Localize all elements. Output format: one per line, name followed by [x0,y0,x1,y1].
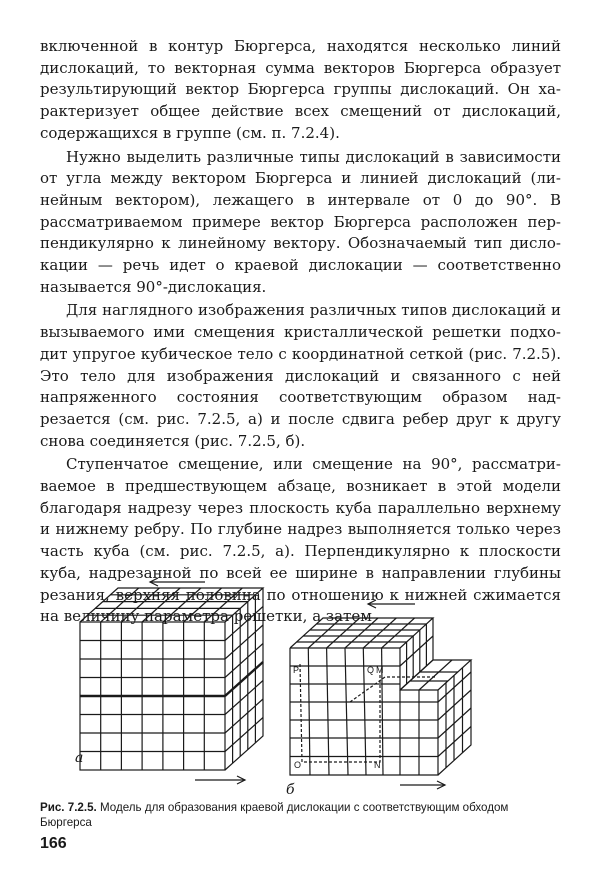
page-number: 166 [40,835,67,852]
figure-label-a: а [75,750,84,766]
caption-prefix: Рис. 7.2.5. [40,801,97,814]
figure-caption [40,801,561,830]
cube-b [286,600,471,798]
point-label-q: Q [367,665,375,675]
paragraph-1: включенной в контур Бюргерса, находятся несколько линий дислокаций, то векторная сумма векторов Бюргерса образует результирующий вектор Бюргерса группы дислокаций. Он характеризует общее действие всех смещений от дислокаций, содержащихся в группе (см. п. 7.2.4). [40,37,561,142]
point-label-m: M [376,665,384,675]
paragraph-2: Нужно выделить различные типы дислокаций в зависимости от угла между вектором Бюргерса и линией дислокаций (линейным вектором), лежащего в интервале от 0 до 90°. В рассматриваемом примере вектор Бюргерса расположен перпендикулярно к линейному вектору. Обозначаемый тип дислокации — речь идет о краевой дислокации — соответственно называется 90°-дислокация. [40,147,561,296]
caption-text: Модель для образования краевой дислокации с соответствующим обходом Бюргерса [40,801,509,829]
shear-arrow-b [368,600,415,608]
point-label-n: N [374,760,381,770]
figure-7-2-5 [40,572,561,800]
shear-arrow-b-bottom [400,781,445,789]
shear-arrow-a-bottom [195,776,245,784]
point-label-o: O [294,760,302,770]
body-text [40,36,561,630]
cube-a [75,578,263,784]
point-label-p: P [293,665,300,675]
shear-arrow-a [150,578,205,586]
cube-diagram [40,572,561,800]
paragraph-4: Ступенчатое смещение, или смещение на 90°, рассматриваемое в предшествующем абзаце, возникает в этой модели благодаря надрезу через плоскость куба параллельно верхнему и нижнему ребру. По глубине надрез выполняется только через часть куба (см. рис. 7.2.5, а). Перпендикулярно к плоскости куба, надрезанной по всей ее ширине в направлении глубины резания, верхняя половина по отношению к нижней сжимается на величину параметра решетки, а затем [40,455,561,626]
figure-label-b: б [286,782,295,798]
paragraph-3: Для наглядного изображения различных типов дислокаций и вызываемого ими смещения кристаллической решетки подходит упругое кубическое тело с координатной сеткой (рис. 7.2.5). Это тело для изображения дислокаций и связанного с ней напряженного состояния соответствующим образом надрезается (см. рис. 7.2.5, а) и после сдвига ребер друг к другу снова соединяется (рис. 7.2.5, б). [40,301,561,450]
